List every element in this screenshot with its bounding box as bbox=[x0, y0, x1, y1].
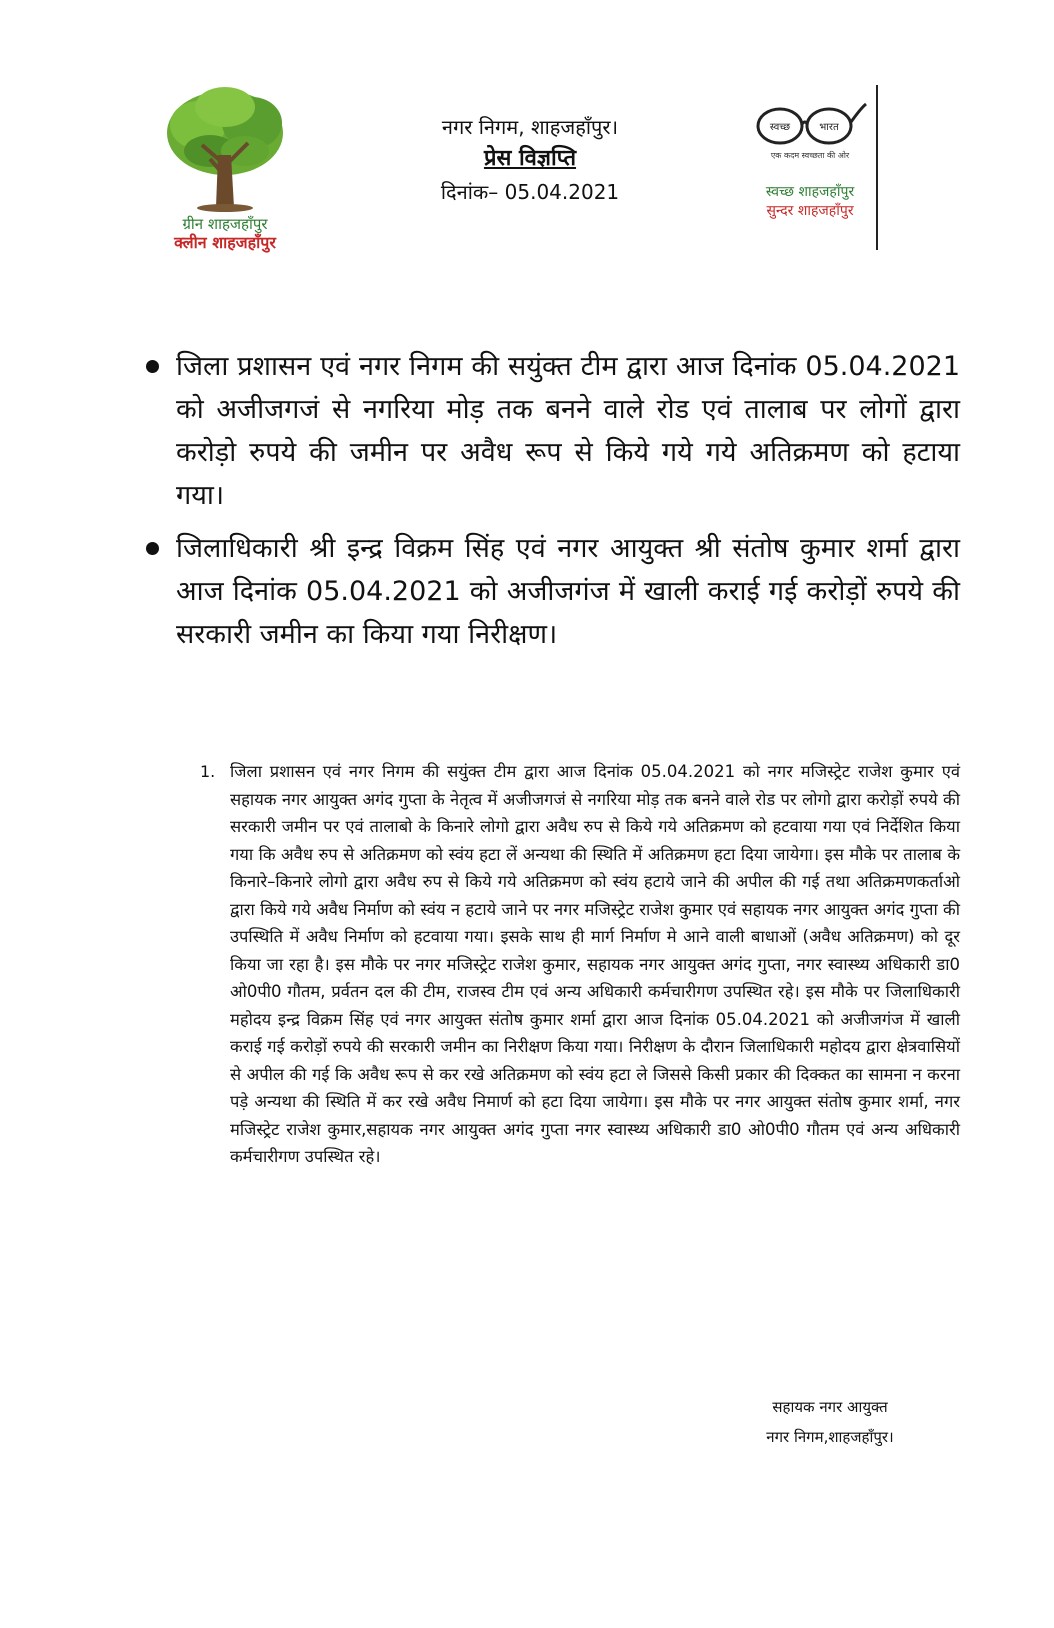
tree-icon bbox=[160, 85, 290, 213]
paragraph-text: जिला प्रशासन एवं नगर निगम की सयुंक्त टीम द्वारा आज दिनांक 05.04.2021 को नगर मजिस्ट्रेट राजेश कुमार एवं सहायक नगर आयुक्त अगंद गुप्ता के नेतृत्व में अजीजगजं से नगरिया मोड़ तक बनने वाले रोड पर लोगो द्वारा करोड़ों रुपये की सरकारी जमीन पर एवं तालाबो के किनारे लोगो द्वारा अवैध रुप से किये गये अतिक्रमण को हटवाया गया एवं निर्देशित किया गया कि अवैध रुप से अतिक्रमण को स्वंय हटा लें अन्यथा की स्थिति में अतिक्रमण हटा दिया जायेगा। इस मौके पर तालाब के किनारे–किनारे लोगो द्वारा अवैध रुप से किये गये अतिक्रमण को स्वंय हटाये जाने की अपील की गई तथा अतिक्रमणकर्ताओ द्वारा किये गये अवैध निर्माण को स्वंय न हटाये जाने पर नगर मजिस्ट्रेट राजेश कुमार एवं सहायक नगर आयुक्त अगंद गुप्ता की उपस्थिति में अवैध निर्माण को हटवाया गया। इसके साथ ही मार्ग निर्माण मे आने वाली बाधाओं (अवैध अतिक्रमण) को दूर किया जा रहा है। इस मौके पर नगर मजिस्ट्रेट राजेश कुमार, सहायक नगर आयुक्त अगंद गुप्ता, नगर स्वास्थ्य अधिकारी डा0 ओ0पी0 गौतम, प्रर्वतन दल की टीम, राजस्व टीम एवं अन्य अधिकारी कर्मचारीगण उपस्थित रहे। इस मौके पर जिलाधिकारी महोदय इन्द्र विक्रम सिंह एवं नगर आयुक्त संतोष कुमार शर्मा द्वारा आज दिनांक 05.04.2021 को अजीजगंज में खाली कराई गई करोड़ों रुपये की सरकारी जमीन का निरीक्षण किया गया। निरीक्षण के दौरान जिलाधिकारी महोदय द्वारा क्षेत्रवासियों से अपील की गई कि अवैध रूप से कर रखे अतिक्रमण को स्वंय हटा ले जिससे किसी प्रकार की दिक्कत का सामना न करना पड़े अन्यथा की स्थिति में कर रखे अवैध निमार्ण को हटा दिया जायेगा। इस मौके पर नगर आयुक्त संतोष कुमार शर्मा, नगर मजिस्ट्रेट राजेश कुमार,सहायक नगर आयुक्त अगंद गुप्ता नगर स्वास्थ्य अधिकारी डा0 ओ0पी0 गौतम एवं अन्य अधिकारी कर्मचारीगण उपस्थित रहे। bbox=[230, 762, 960, 1166]
logo-caption-green: ग्रीन शाहजहाँपुर bbox=[182, 215, 268, 233]
lens-left-text: स्वच्छ bbox=[769, 122, 790, 133]
letterhead bbox=[380, 112, 680, 208]
logo-caption-red: सुन्दर शाहजहाँपुर bbox=[766, 203, 854, 219]
logo-caption-red: क्लीन शाहजहाँपुर bbox=[174, 233, 276, 252]
document-title: प्रेस विज्ञप्ति bbox=[483, 146, 577, 171]
highlight-item bbox=[140, 345, 960, 517]
header-divider bbox=[876, 85, 878, 250]
swachh-bharat-logo bbox=[750, 100, 870, 221]
paragraph-number: 1. bbox=[200, 762, 216, 781]
signature-block bbox=[730, 1392, 930, 1452]
lens-right-text: भारत bbox=[818, 122, 839, 133]
highlight-item bbox=[140, 527, 960, 656]
bullet-icon bbox=[146, 360, 159, 373]
bullet-icon bbox=[146, 542, 159, 555]
signatory-office: नगर निगम,शाहजहाँपुर। bbox=[766, 1428, 894, 1446]
green-shahjahanpur-logo bbox=[150, 85, 300, 260]
logo-caption-green: स्वच्छ शाहजहाँपुर bbox=[765, 184, 855, 200]
organization-name: नगर निगम, शाहजहाँपुर। bbox=[441, 115, 619, 139]
signatory-title: सहायक नगर आयुक्त bbox=[772, 1398, 888, 1416]
logo-tagline: एक कदम स्वच्छता की ओर bbox=[770, 151, 850, 160]
body-paragraph bbox=[200, 758, 960, 1171]
highlights-list bbox=[140, 345, 960, 666]
highlight-text: जिला प्रशासन एवं नगर निगम की सयुंक्त टीम द्वारा आज दिनांक 05.04.2021 को अजीजगजं से नगरिया मोड़ तक बनने वाले रोड एवं तालाब पर लोगों द्वारा करोड़ो रुपये की जमीन पर अवैध रूप से किये गये गये अतिक्रमण को हटाया गया। bbox=[176, 351, 960, 511]
glasses-icon bbox=[753, 100, 868, 148]
document-date: दिनांक– 05.04.2021 bbox=[440, 180, 620, 204]
highlight-text: जिलाधिकारी श्री इन्द्र विक्रम सिंह एवं नगर आयुक्त श्री संतोष कुमार शर्मा द्वारा आज दिनांक 05.04.2021 को अजीजगंज में खाली कराई गई करोड़ों रुपये की सरकारी जमीन का किया गया निरीक्षण। bbox=[176, 533, 960, 650]
